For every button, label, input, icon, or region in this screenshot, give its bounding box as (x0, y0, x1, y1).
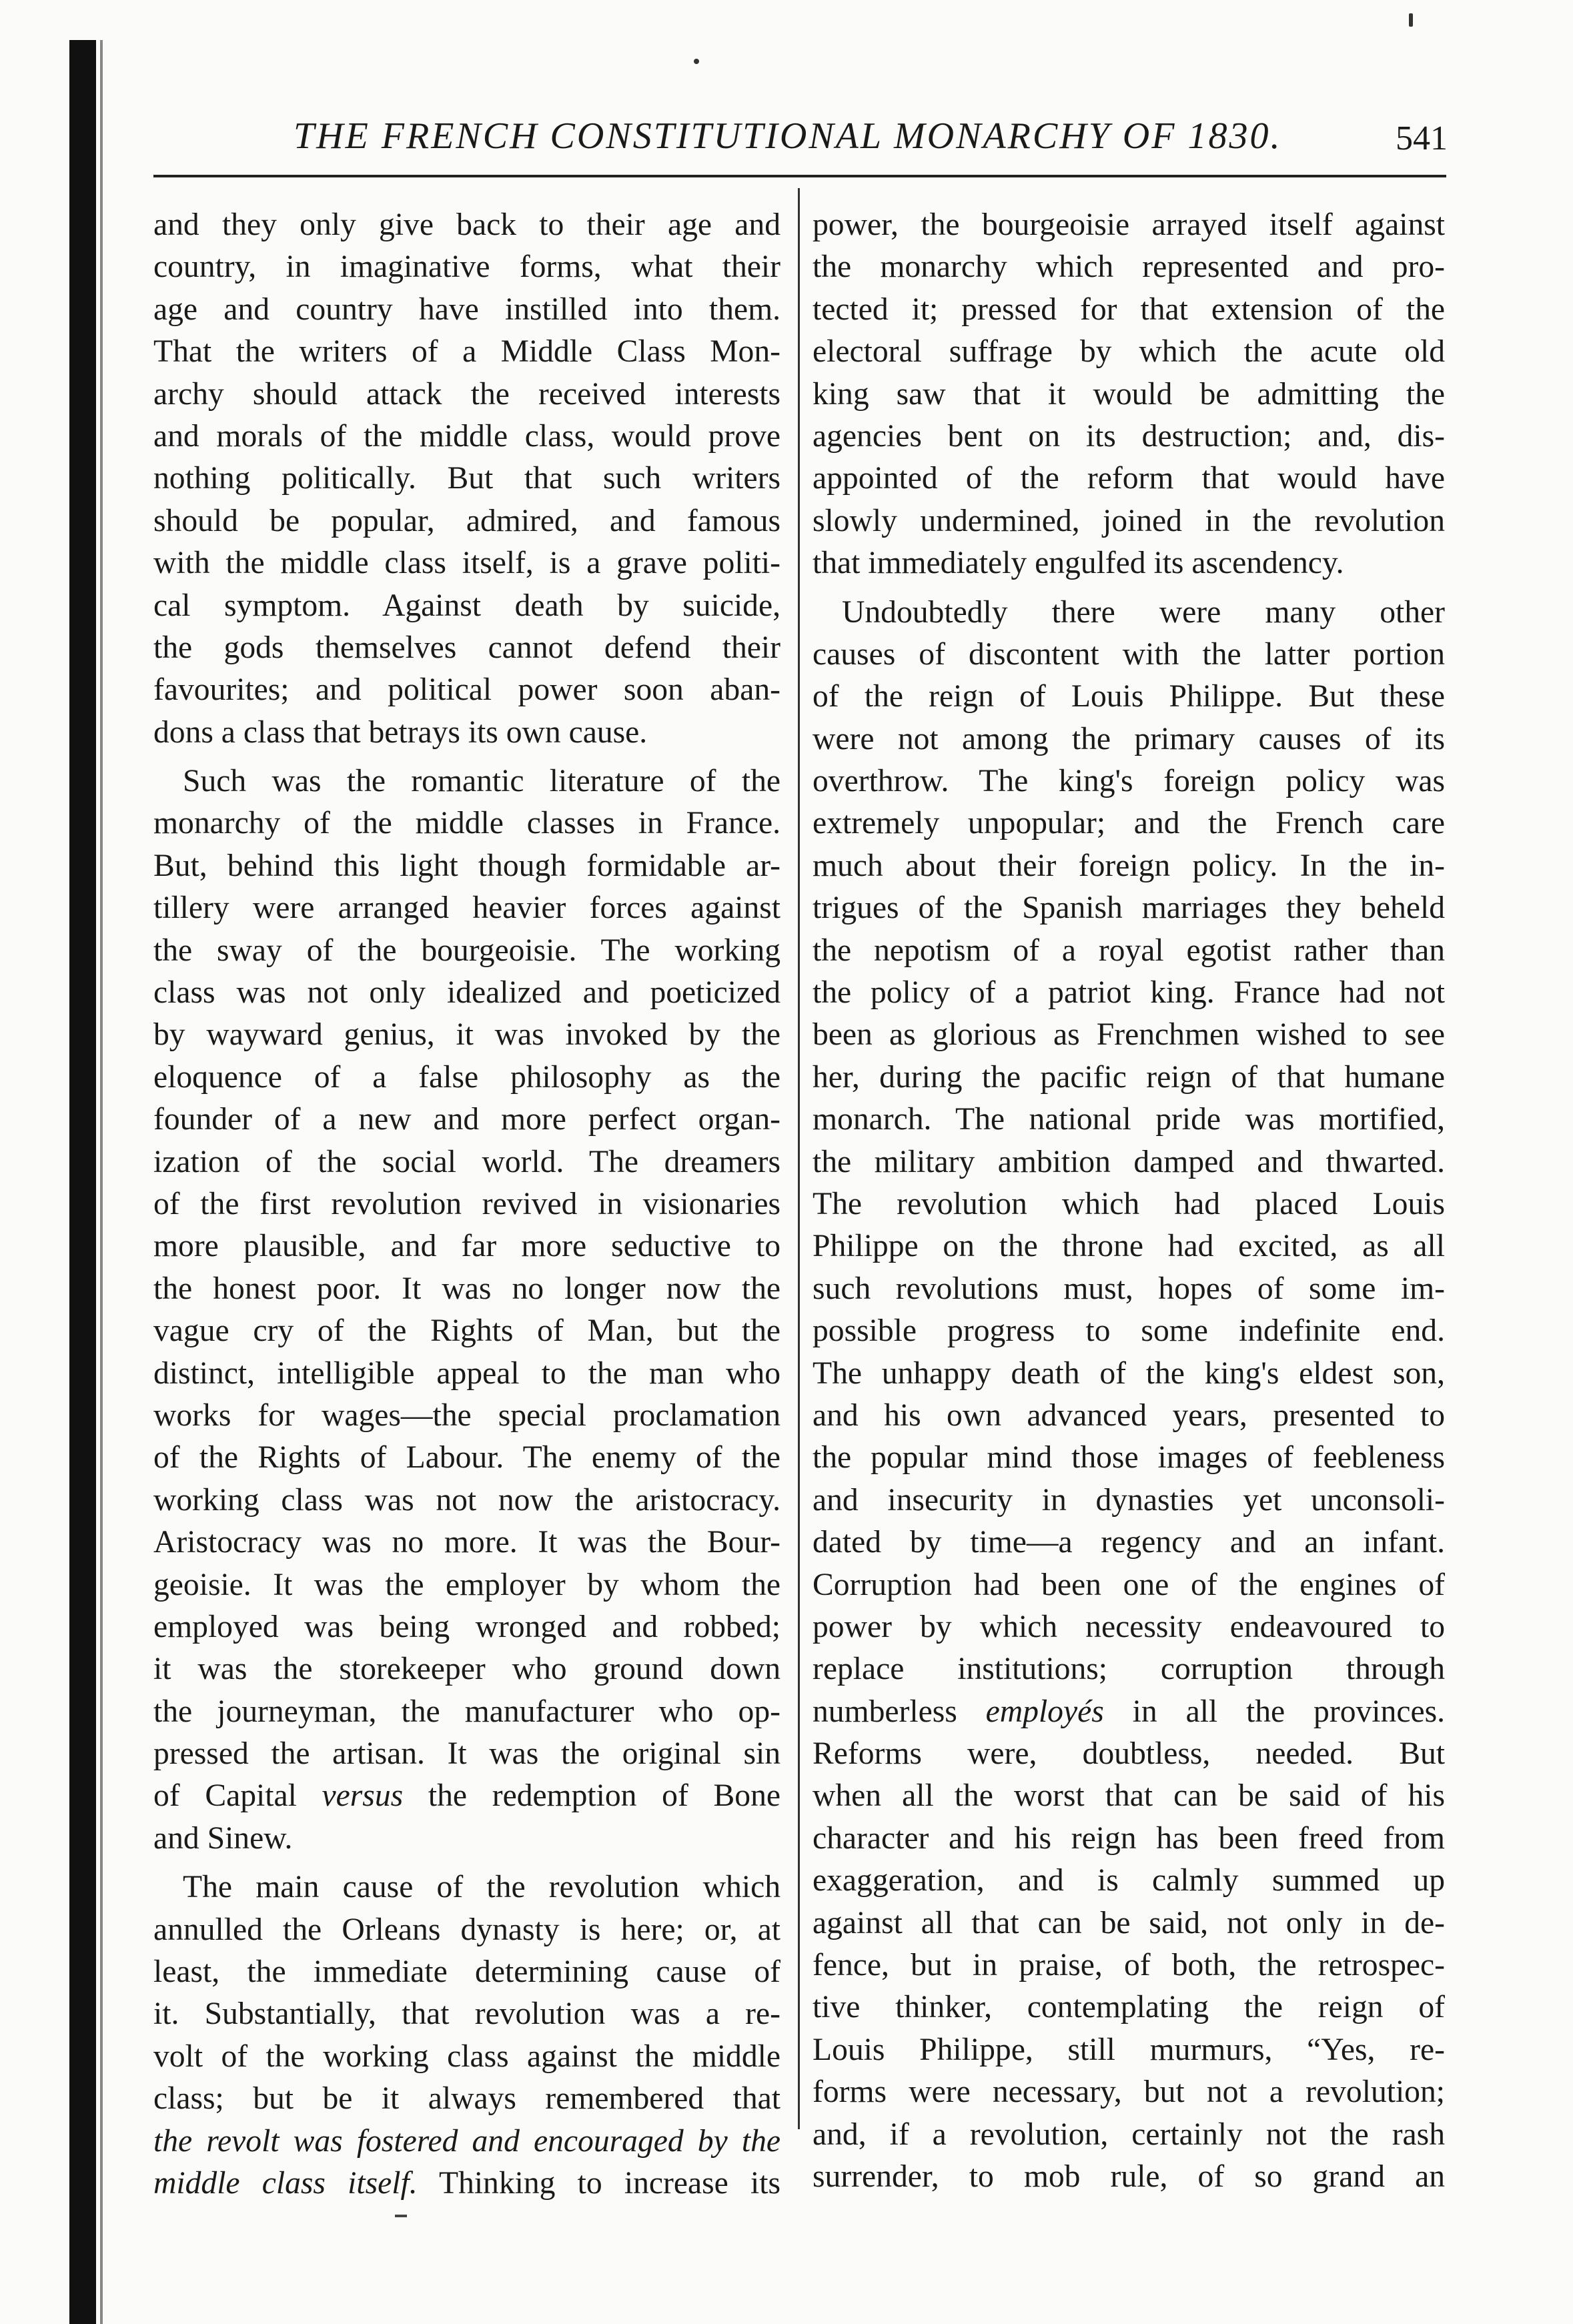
text-line: were not among the primary causes of its (813, 721, 1445, 756)
text-line: least, the immediate determining cause of (153, 1954, 780, 1990)
text-line (153, 2163, 780, 2205)
footer-mark (395, 2215, 407, 2217)
text-line: pressed the artisan. It was the original sin (153, 1736, 780, 1772)
text-line: that immediately engulfed its ascendency. (813, 546, 1344, 581)
text-line: much about their foreign policy. In the in- (813, 848, 1445, 883)
text-line: working class was not now the aristocracy. (153, 1482, 780, 1518)
text-line: replace institutions; corruption through (813, 1652, 1445, 1687)
text-line: archy should attack the received interests (153, 376, 780, 412)
text-line: monarch. The national pride was mortified, (813, 1102, 1445, 1137)
text-line: dons a class that betrays its own cause. (153, 714, 648, 750)
column-divider (798, 188, 800, 2129)
text-line: extremely unpopular; and the French care (813, 806, 1445, 841)
text-line: it was the storekeeper who ground down (153, 1652, 780, 1687)
text-line: That the writers of a Middle Class Mon- (153, 334, 780, 370)
text-line: it. Substantially, that revolution was a re- (153, 1996, 780, 2032)
text-line: Philippe on the throne had excited, as all (813, 1229, 1445, 1264)
binding-edge (100, 40, 103, 2324)
text-line: more plausible, and far more seductive to (153, 1229, 780, 1264)
text-line: monarchy of the middle classes in France. (153, 806, 780, 841)
text-run: in all the provinces. (1103, 1694, 1445, 1729)
text-line: of the first revolution revived in visionaries (153, 1186, 780, 1221)
text-line: with the middle class itself, is a grave politi- (153, 546, 780, 581)
text-line: fence, but in praise, of both, the retrospec- (813, 1948, 1445, 1983)
text-line (153, 1775, 780, 1817)
text-line: such revolutions must, hopes of some im- (813, 1271, 1445, 1306)
text-line: electoral suffrage by which the acute old (813, 334, 1445, 370)
text-line: the honest poor. It was no longer now the (153, 1271, 780, 1306)
text-line: overthrow. The king's foreign policy was (813, 764, 1445, 799)
text-line: cal symptom. Against death by suicide, (153, 588, 780, 623)
text-line: Corruption had been one of the engines of (813, 1567, 1445, 1602)
text-line: by wayward genius, it was invoked by the (153, 1017, 780, 1053)
text-line (153, 2121, 780, 2163)
text-line: the monarchy which represented and pro- (813, 249, 1445, 285)
text-line: against all that can be said, not only in de- (813, 1905, 1445, 1940)
text-line: her, during the pacific reign of that humane (813, 1059, 1445, 1095)
text-line: the popular mind those images of feebleness (813, 1440, 1445, 1476)
text-line (813, 1691, 1445, 1733)
header-rule (153, 175, 1446, 177)
text-line: character and his reign has been freed from (813, 1820, 1445, 1856)
text-line: Reforms were, doubtless, needed. But (813, 1736, 1445, 1772)
text-line: and Sinew. (153, 1820, 293, 1856)
text-run: of Capital (153, 1778, 322, 1814)
text-line: ization of the social world. The dreamers (153, 1144, 780, 1179)
text-line: favourites; and political power soon aban- (153, 672, 780, 708)
text-line: founder of a new and more perfect organ- (153, 1102, 780, 1137)
text-line: when all the worst that can be said of his (813, 1778, 1445, 1814)
text-line: works for wages—the special proclamation (153, 1397, 780, 1433)
italic-text: versus (322, 1778, 404, 1814)
text-line: been as glorious as Frenchmen wished to see (813, 1017, 1445, 1053)
text-line: exaggeration, and is calmly summed up (813, 1863, 1445, 1898)
text-line: geoisie. It was the employer by whom the (153, 1567, 780, 1602)
text-line: vague cry of the Rights of Man, but the (153, 1313, 780, 1349)
text-line: king saw that it would be admitting the (813, 376, 1445, 412)
page-header (153, 112, 1448, 160)
text-line: But, behind this light though formidable ar- (153, 848, 780, 883)
text-line: trigues of the Spanish marriages they beheld (813, 891, 1445, 926)
paragraph-gap (153, 754, 780, 760)
paragraph-gap (813, 585, 1445, 592)
text-line: Undoubtedly there were many other (842, 594, 1445, 630)
italic-text: employés (985, 1694, 1104, 1729)
text-line: annulled the Orleans dynasty is here; or, at (153, 1912, 780, 1947)
text-line: volt of the working class against the middle (153, 2039, 780, 2074)
text-line: appointed of the reform that would have (813, 461, 1445, 496)
text-run: the redemption of Bone (403, 1778, 780, 1814)
text-line: the policy of a patriot king. France had not (813, 975, 1445, 1011)
text-line: of the Rights of Labour. The enemy of the (153, 1440, 780, 1476)
text-line: and morals of the middle class, would prove (153, 418, 780, 454)
text-line: should be popular, admired, and famous (153, 503, 780, 538)
text-line: The unhappy death of the king's eldest son, (813, 1355, 1445, 1391)
text-line: causes of discontent with the latter portion (813, 636, 1445, 672)
text-line: The revolution which had placed Louis (813, 1186, 1445, 1221)
left-text-column (153, 204, 780, 2205)
ink-speck (1409, 13, 1413, 27)
text-line: tillery were arranged heavier forces against (153, 891, 780, 926)
text-line: forms were necessary, but not a revolution; (813, 2075, 1445, 2110)
ink-speck (694, 59, 699, 64)
text-run: Thinking to increase its (417, 2165, 780, 2201)
text-line: Louis Philippe, still murmurs, “Yes, re- (813, 2032, 1445, 2067)
text-line: the military ambition damped and thwarted. (813, 1144, 1445, 1179)
text-line: the journeyman, the manufacturer who op- (153, 1694, 780, 1729)
text-line: age and country have instilled into them. (153, 292, 780, 327)
text-line: power, the bourgeoisie arrayed itself against (813, 207, 1445, 242)
text-line: the sway of the bourgeoisie. The working (153, 933, 780, 968)
running-title: THE FRENCH CONSTITUTIONAL MONARCHY OF 1830. (294, 115, 1282, 157)
text-line: tected it; pressed for that extension of the (813, 292, 1445, 327)
text-line: slowly undermined, joined in the revolution (813, 503, 1445, 538)
text-line: the gods themselves cannot defend their (153, 630, 780, 665)
right-text-column (813, 204, 1445, 2198)
text-line: and insecurity in dynasties yet unconsoli- (813, 1482, 1445, 1518)
italic-text: the revolt was fostered and encouraged by the (153, 2123, 780, 2159)
text-line: possible progress to some indefinite end. (813, 1313, 1445, 1349)
text-line: and his own advanced years, presented to (813, 1397, 1445, 1433)
text-line: dated by time—a regency and an infant. (813, 1525, 1445, 1560)
text-line: Aristocracy was no more. It was the Bour- (153, 1525, 780, 1560)
text-line: power by which necessity endeavoured to (813, 1609, 1445, 1644)
text-line: class was not only idealized and poeticized (153, 975, 780, 1011)
paragraph-gap (153, 1860, 780, 1866)
text-line: surrender, to mob rule, of so grand an (813, 2159, 1445, 2194)
text-line: and, if a revolution, certainly not the rash (813, 2117, 1445, 2152)
text-line: tive thinker, contemplating the reign of (813, 1990, 1445, 2025)
text-line: and they only give back to their age and (153, 207, 780, 242)
text-line: Such was the romantic literature of the (183, 764, 780, 799)
text-line: The main cause of the revolution which (183, 1870, 780, 1905)
page-number: 541 (1396, 119, 1448, 157)
text-line: agencies bent on its destruction; and, dis- (813, 418, 1445, 454)
binding-shadow (69, 40, 96, 2324)
text-line: country, in imaginative forms, what their (153, 249, 780, 285)
text-line: distinct, intelligible appeal to the man who (153, 1355, 780, 1391)
italic-text: middle class itself. (153, 2165, 418, 2201)
text-line: the nepotism of a royal egotist rather than (813, 933, 1445, 968)
text-line: eloquence of a false philosophy as the (153, 1059, 780, 1095)
text-line: class; but be it always remembered that (153, 2081, 780, 2117)
text-line: employed was being wronged and robbed; (153, 1609, 780, 1644)
text-run: numberless (813, 1694, 986, 1729)
text-line: nothing politically. But that such writers (153, 461, 780, 496)
text-line: of the reign of Louis Philippe. But these (813, 679, 1445, 714)
